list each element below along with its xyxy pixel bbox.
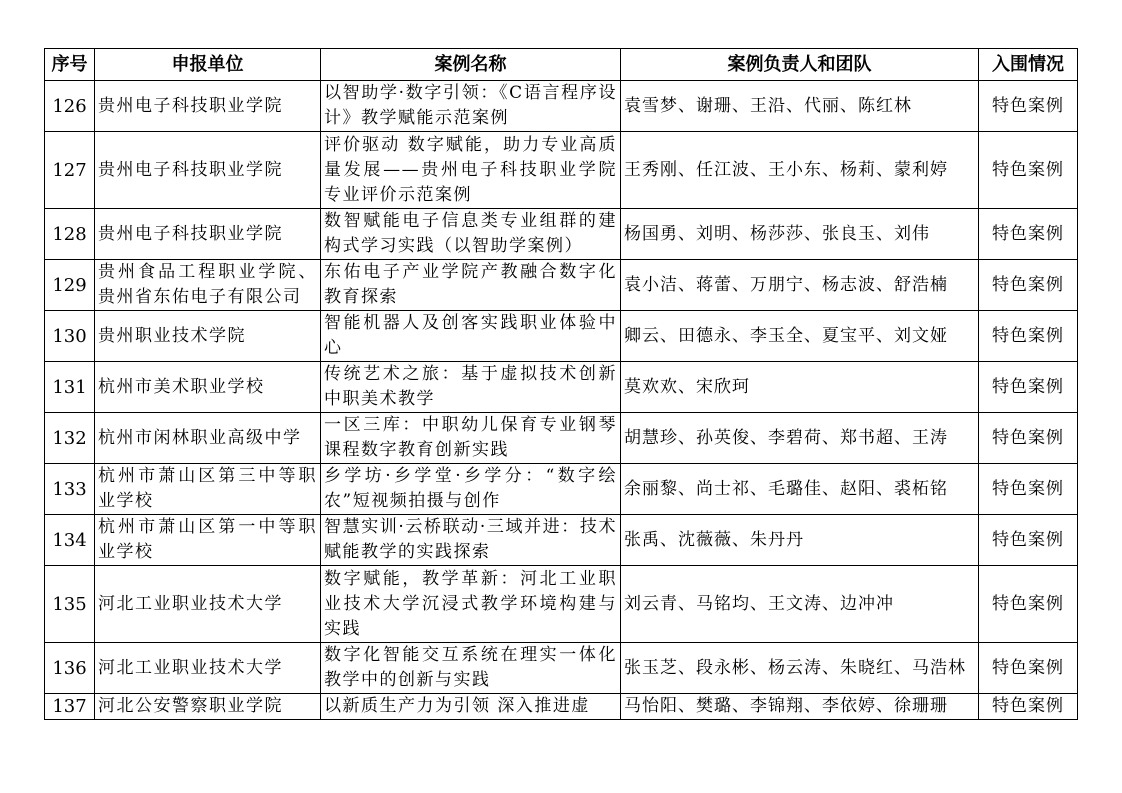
row-case-name: 传统艺术之旅：基于虚拟技术创新中职美术教学 <box>321 362 621 413</box>
header-team: 案例负责人和团队 <box>621 49 979 81</box>
row-case-name: 数智赋能电子信息类专业组群的建构式学习实践（以智助学案例） <box>321 209 621 260</box>
row-team: 张禹、沈薇薇、朱丹丹 <box>621 515 979 566</box>
row-number: 130 <box>45 311 95 362</box>
row-unit: 杭州市美术职业学校 <box>95 362 321 413</box>
row-unit: 杭州市萧山区第三中等职业学校 <box>95 464 321 515</box>
row-number: 127 <box>45 132 95 209</box>
row-case-name: 智能机器人及创客实践职业体验中心 <box>321 311 621 362</box>
header-case-name: 案例名称 <box>321 49 621 81</box>
table-row <box>45 694 1078 720</box>
row-number: 137 <box>45 694 95 720</box>
row-unit: 贵州电子科技职业学院 <box>95 132 321 209</box>
row-unit: 贵州电子科技职业学院 <box>95 81 321 132</box>
row-number: 135 <box>45 566 95 643</box>
row-unit: 贵州电子科技职业学院 <box>95 209 321 260</box>
row-status: 特色案例 <box>979 260 1078 311</box>
row-number: 126 <box>45 81 95 132</box>
row-status: 特色案例 <box>979 362 1078 413</box>
table-row <box>45 209 1078 260</box>
row-number: 133 <box>45 464 95 515</box>
header-applicant-unit: 申报单位 <box>95 49 321 81</box>
row-unit: 贵州职业技术学院 <box>95 311 321 362</box>
row-case-name: 评价驱动 数字赋能，助力专业高质量发展——贵州电子科技职业学院专业评价示范案例 <box>321 132 621 209</box>
header-serial-number: 序号 <box>45 49 95 81</box>
row-number: 128 <box>45 209 95 260</box>
header-selection-status: 入围情况 <box>979 49 1078 81</box>
row-case-name: 以新质生产力为引领 深入推进虚 <box>321 694 621 720</box>
row-status: 特色案例 <box>979 209 1078 260</box>
row-status: 特色案例 <box>979 643 1078 694</box>
cases-table <box>44 48 1078 720</box>
row-status: 特色案例 <box>979 464 1078 515</box>
row-number: 134 <box>45 515 95 566</box>
table-row <box>45 643 1078 694</box>
row-status: 特色案例 <box>979 515 1078 566</box>
row-team: 胡慧珍、孙英俊、李碧荷、郑书超、王涛 <box>621 413 979 464</box>
row-status: 特色案例 <box>979 132 1078 209</box>
table-row <box>45 132 1078 209</box>
row-team: 卿云、田德永、李玉全、夏宝平、刘文娅 <box>621 311 979 362</box>
row-unit: 河北公安警察职业学院 <box>95 694 321 720</box>
row-status: 特色案例 <box>979 694 1078 720</box>
row-unit: 河北工业职业技术大学 <box>95 643 321 694</box>
row-team: 王秀刚、任江波、王小东、杨莉、蒙利婷 <box>621 132 979 209</box>
row-team: 刘云青、马铭均、王文涛、边冲冲 <box>621 566 979 643</box>
row-unit: 杭州市萧山区第一中等职业学校 <box>95 515 321 566</box>
row-unit: 河北工业职业技术大学 <box>95 566 321 643</box>
row-number: 131 <box>45 362 95 413</box>
table-row <box>45 413 1078 464</box>
table-row <box>45 81 1078 132</box>
table-row <box>45 260 1078 311</box>
row-team: 袁雪梦、谢珊、王沿、代丽、陈红林 <box>621 81 979 132</box>
row-case-name: 一区三库：中职幼儿保育专业钢琴课程数字教育创新实践 <box>321 413 621 464</box>
row-status: 特色案例 <box>979 413 1078 464</box>
row-case-name: 乡学坊·乡学堂·乡学分：“数字绘农”短视频拍摄与创作 <box>321 464 621 515</box>
row-team: 马怡阳、樊璐、李锦翔、李依婷、徐珊珊 <box>621 694 979 720</box>
row-case-name: 东佑电子产业学院产教融合数字化教育探索 <box>321 260 621 311</box>
row-unit: 杭州市闲林职业高级中学 <box>95 413 321 464</box>
table-row <box>45 515 1078 566</box>
row-status: 特色案例 <box>979 81 1078 132</box>
row-unit: 贵州食品工程职业学院、贵州省东佑电子有限公司 <box>95 260 321 311</box>
table-header-row <box>45 49 1078 81</box>
row-status: 特色案例 <box>979 566 1078 643</box>
table-row <box>45 566 1078 643</box>
row-case-name: 智慧实训·云桥联动·三域并进：技术赋能教学的实践探索 <box>321 515 621 566</box>
row-number: 132 <box>45 413 95 464</box>
table-row <box>45 311 1078 362</box>
row-team: 袁小洁、蒋蕾、万朋宁、杨志波、舒浩楠 <box>621 260 979 311</box>
row-team: 莫欢欢、宋欣珂 <box>621 362 979 413</box>
row-team: 杨国勇、刘明、杨莎莎、张良玉、刘伟 <box>621 209 979 260</box>
table-row <box>45 464 1078 515</box>
row-case-name: 数字化智能交互系统在理实一体化教学中的创新与实践 <box>321 643 621 694</box>
row-number: 129 <box>45 260 95 311</box>
table-row <box>45 362 1078 413</box>
row-status: 特色案例 <box>979 311 1078 362</box>
row-team: 余丽黎、尚士祁、毛璐佳、赵阳、裘柘铭 <box>621 464 979 515</box>
row-number: 136 <box>45 643 95 694</box>
row-team: 张玉芝、段永彬、杨云涛、朱晓红、马浩林 <box>621 643 979 694</box>
row-case-name: 数字赋能，教学革新：河北工业职业技术大学沉浸式教学环境构建与实践 <box>321 566 621 643</box>
row-case-name: 以智助学·数字引领：《C语言程序设计》教学赋能示范案例 <box>321 81 621 132</box>
